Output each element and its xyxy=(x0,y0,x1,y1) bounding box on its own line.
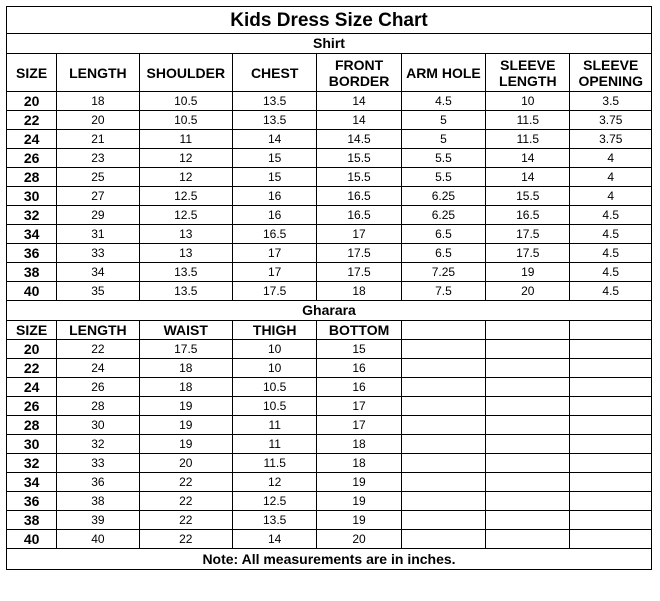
size-cell: 26 xyxy=(7,397,57,416)
size-cell: 36 xyxy=(7,244,57,263)
table-cell: 19 xyxy=(317,511,401,530)
size-chart xyxy=(6,6,652,570)
size-cell: 30 xyxy=(7,187,57,206)
table-cell: 17 xyxy=(317,416,401,435)
size-cell: 24 xyxy=(7,130,57,149)
table-cell: 13.5 xyxy=(139,263,232,282)
table-cell: 5.5 xyxy=(401,149,485,168)
gharara-col-empty xyxy=(570,321,652,340)
table-row xyxy=(7,378,652,397)
table-cell xyxy=(570,416,652,435)
table-cell: 4.5 xyxy=(401,92,485,111)
table-cell: 30 xyxy=(57,416,139,435)
size-cell: 40 xyxy=(7,282,57,301)
size-chart-table xyxy=(6,6,652,570)
table-cell: 3.75 xyxy=(570,111,652,130)
table-cell: 24 xyxy=(57,359,139,378)
table-cell xyxy=(570,378,652,397)
table-cell: 4 xyxy=(570,168,652,187)
size-cell: 20 xyxy=(7,92,57,111)
size-cell: 38 xyxy=(7,511,57,530)
table-cell xyxy=(486,416,570,435)
table-cell xyxy=(486,340,570,359)
table-cell: 4.5 xyxy=(570,263,652,282)
shirt-col-shoulder: SHOULDER xyxy=(139,54,232,92)
measurement-note: Note: All measurements are in inches. xyxy=(7,549,652,570)
table-cell: 16 xyxy=(317,378,401,397)
table-row xyxy=(7,225,652,244)
table-cell: 15 xyxy=(317,340,401,359)
table-cell: 12 xyxy=(232,473,316,492)
table-cell: 13.5 xyxy=(232,511,316,530)
table-cell: 11.5 xyxy=(486,130,570,149)
size-cell: 36 xyxy=(7,492,57,511)
table-cell: 17.5 xyxy=(317,244,401,263)
table-cell: 14 xyxy=(486,168,570,187)
table-cell: 18 xyxy=(317,282,401,301)
table-cell: 3.5 xyxy=(570,92,652,111)
table-cell xyxy=(570,492,652,511)
shirt-rows xyxy=(7,92,652,301)
table-cell: 17.5 xyxy=(486,244,570,263)
table-cell: 14.5 xyxy=(317,130,401,149)
table-cell: 17.5 xyxy=(232,282,316,301)
shirt-col-sleeve-length: SLEEVE LENGTH xyxy=(486,54,570,92)
table-cell xyxy=(401,359,485,378)
table-cell: 7.25 xyxy=(401,263,485,282)
size-cell: 22 xyxy=(7,111,57,130)
table-cell: 12.5 xyxy=(139,206,232,225)
gharara-col-empty xyxy=(486,321,570,340)
size-cell: 26 xyxy=(7,149,57,168)
table-cell: 19 xyxy=(139,397,232,416)
table-cell xyxy=(401,492,485,511)
table-cell: 14 xyxy=(232,130,316,149)
table-cell: 34 xyxy=(57,263,139,282)
table-cell: 12.5 xyxy=(232,492,316,511)
table-cell: 7.5 xyxy=(401,282,485,301)
shirt-col-chest: CHEST xyxy=(232,54,316,92)
table-cell: 18 xyxy=(139,378,232,397)
table-cell: 4.5 xyxy=(570,244,652,263)
size-cell: 30 xyxy=(7,435,57,454)
table-cell xyxy=(570,359,652,378)
table-cell xyxy=(486,511,570,530)
table-row xyxy=(7,92,652,111)
table-cell: 16.5 xyxy=(317,187,401,206)
table-row xyxy=(7,492,652,511)
table-cell: 5 xyxy=(401,130,485,149)
table-cell: 17.5 xyxy=(486,225,570,244)
table-cell: 16.5 xyxy=(486,206,570,225)
table-cell: 22 xyxy=(57,340,139,359)
table-cell xyxy=(570,435,652,454)
table-cell: 14 xyxy=(232,530,316,549)
table-cell: 6.25 xyxy=(401,187,485,206)
table-cell: 16 xyxy=(232,206,316,225)
size-cell: 34 xyxy=(7,473,57,492)
table-cell xyxy=(570,530,652,549)
table-cell: 14 xyxy=(317,92,401,111)
table-cell: 11.5 xyxy=(232,454,316,473)
table-row xyxy=(7,416,652,435)
table-cell: 5.5 xyxy=(401,168,485,187)
table-cell: 17.5 xyxy=(317,263,401,282)
shirt-col-sleeve-opening: SLEEVE OPENING xyxy=(570,54,652,92)
table-cell: 25 xyxy=(57,168,139,187)
table-cell: 4.5 xyxy=(570,282,652,301)
table-row xyxy=(7,263,652,282)
size-cell: 28 xyxy=(7,416,57,435)
table-cell: 28 xyxy=(57,397,139,416)
table-cell: 18 xyxy=(139,359,232,378)
table-cell: 17 xyxy=(232,263,316,282)
table-row xyxy=(7,359,652,378)
table-cell: 29 xyxy=(57,206,139,225)
table-cell: 5 xyxy=(401,111,485,130)
size-cell: 32 xyxy=(7,206,57,225)
table-cell xyxy=(401,530,485,549)
table-cell: 14 xyxy=(317,111,401,130)
table-cell: 14 xyxy=(486,149,570,168)
table-cell: 4 xyxy=(570,149,652,168)
table-cell: 6.25 xyxy=(401,206,485,225)
table-cell: 23 xyxy=(57,149,139,168)
table-cell: 12 xyxy=(139,149,232,168)
size-cell: 28 xyxy=(7,168,57,187)
table-cell: 26 xyxy=(57,378,139,397)
table-cell xyxy=(401,397,485,416)
table-cell: 18 xyxy=(317,454,401,473)
table-cell xyxy=(570,454,652,473)
table-cell xyxy=(570,511,652,530)
table-cell: 10.5 xyxy=(232,378,316,397)
table-cell: 4.5 xyxy=(570,225,652,244)
table-cell: 16 xyxy=(232,187,316,206)
gharara-col-waist: WAIST xyxy=(139,321,232,340)
table-row xyxy=(7,397,652,416)
table-cell: 21 xyxy=(57,130,139,149)
table-cell: 17.5 xyxy=(139,340,232,359)
table-cell: 18 xyxy=(317,435,401,454)
table-cell: 13.5 xyxy=(232,111,316,130)
table-cell: 15.5 xyxy=(317,168,401,187)
table-cell: 10.5 xyxy=(232,397,316,416)
table-row xyxy=(7,111,652,130)
table-cell: 31 xyxy=(57,225,139,244)
table-cell: 16 xyxy=(317,359,401,378)
table-cell: 12.5 xyxy=(139,187,232,206)
table-row xyxy=(7,149,652,168)
table-cell: 12 xyxy=(139,168,232,187)
table-cell: 11.5 xyxy=(486,111,570,130)
table-cell: 19 xyxy=(317,473,401,492)
table-cell: 16.5 xyxy=(232,225,316,244)
table-cell: 15 xyxy=(232,168,316,187)
table-cell: 22 xyxy=(139,511,232,530)
table-cell: 19 xyxy=(317,492,401,511)
gharara-col-bottom: BOTTOM xyxy=(317,321,401,340)
table-row xyxy=(7,206,652,225)
table-cell: 13 xyxy=(139,225,232,244)
table-cell: 13.5 xyxy=(232,92,316,111)
table-cell: 3.75 xyxy=(570,130,652,149)
table-cell xyxy=(401,435,485,454)
table-cell: 22 xyxy=(139,473,232,492)
table-cell xyxy=(401,454,485,473)
table-cell: 16.5 xyxy=(317,206,401,225)
table-cell: 11 xyxy=(232,416,316,435)
table-cell xyxy=(486,530,570,549)
table-cell: 32 xyxy=(57,435,139,454)
size-cell: 40 xyxy=(7,530,57,549)
table-cell: 17 xyxy=(232,244,316,263)
table-cell: 17 xyxy=(317,225,401,244)
shirt-col-size: SIZE xyxy=(7,54,57,92)
table-cell: 20 xyxy=(317,530,401,549)
table-row xyxy=(7,168,652,187)
table-row xyxy=(7,340,652,359)
table-cell: 10 xyxy=(486,92,570,111)
table-cell xyxy=(570,397,652,416)
table-cell xyxy=(401,378,485,397)
table-cell: 20 xyxy=(57,111,139,130)
table-cell: 33 xyxy=(57,244,139,263)
table-row xyxy=(7,244,652,263)
table-cell xyxy=(486,454,570,473)
table-cell: 11 xyxy=(139,130,232,149)
gharara-col-thigh: THIGH xyxy=(232,321,316,340)
table-cell xyxy=(401,416,485,435)
table-cell: 15.5 xyxy=(486,187,570,206)
size-cell: 24 xyxy=(7,378,57,397)
size-cell: 20 xyxy=(7,340,57,359)
table-cell xyxy=(570,473,652,492)
table-row xyxy=(7,435,652,454)
table-cell: 35 xyxy=(57,282,139,301)
table-cell: 13.5 xyxy=(139,282,232,301)
table-row xyxy=(7,187,652,206)
shirt-section-heading: Shirt xyxy=(7,34,652,54)
gharara-header-row xyxy=(7,321,652,340)
table-cell: 38 xyxy=(57,492,139,511)
table-cell: 4.5 xyxy=(570,206,652,225)
table-cell xyxy=(486,378,570,397)
table-cell xyxy=(401,473,485,492)
table-cell: 39 xyxy=(57,511,139,530)
table-cell: 36 xyxy=(57,473,139,492)
table-row xyxy=(7,130,652,149)
table-row xyxy=(7,282,652,301)
table-cell xyxy=(486,359,570,378)
table-row xyxy=(7,530,652,549)
shirt-col-arm-hole: ARM HOLE xyxy=(401,54,485,92)
size-cell: 34 xyxy=(7,225,57,244)
table-row xyxy=(7,511,652,530)
table-cell: 19 xyxy=(486,263,570,282)
shirt-header-row xyxy=(7,54,652,92)
table-cell xyxy=(486,397,570,416)
table-cell: 6.5 xyxy=(401,244,485,263)
gharara-rows xyxy=(7,340,652,549)
chart-title: Kids Dress Size Chart xyxy=(7,7,652,34)
table-cell: 17 xyxy=(317,397,401,416)
table-cell: 11 xyxy=(232,435,316,454)
gharara-col-length: LENGTH xyxy=(57,321,139,340)
size-cell: 32 xyxy=(7,454,57,473)
table-cell: 4 xyxy=(570,187,652,206)
table-cell: 18 xyxy=(57,92,139,111)
table-cell xyxy=(570,340,652,359)
table-cell: 22 xyxy=(139,530,232,549)
table-cell: 20 xyxy=(486,282,570,301)
table-cell: 40 xyxy=(57,530,139,549)
table-cell: 10 xyxy=(232,340,316,359)
table-row xyxy=(7,454,652,473)
table-cell: 15.5 xyxy=(317,149,401,168)
gharara-col-empty xyxy=(401,321,485,340)
table-cell xyxy=(486,435,570,454)
shirt-col-front-border: FRONT BORDER xyxy=(317,54,401,92)
table-cell: 20 xyxy=(139,454,232,473)
size-cell: 22 xyxy=(7,359,57,378)
table-cell: 22 xyxy=(139,492,232,511)
table-cell: 27 xyxy=(57,187,139,206)
table-cell: 10 xyxy=(232,359,316,378)
table-cell: 6.5 xyxy=(401,225,485,244)
table-cell xyxy=(486,492,570,511)
table-cell xyxy=(401,511,485,530)
table-row xyxy=(7,473,652,492)
gharara-col-size: SIZE xyxy=(7,321,57,340)
size-cell: 38 xyxy=(7,263,57,282)
table-cell: 10.5 xyxy=(139,92,232,111)
table-cell: 19 xyxy=(139,435,232,454)
table-cell xyxy=(486,473,570,492)
table-cell xyxy=(401,340,485,359)
table-cell: 19 xyxy=(139,416,232,435)
table-cell: 10.5 xyxy=(139,111,232,130)
table-cell: 33 xyxy=(57,454,139,473)
table-cell: 15 xyxy=(232,149,316,168)
shirt-col-length: LENGTH xyxy=(57,54,139,92)
table-cell: 13 xyxy=(139,244,232,263)
gharara-section-heading: Gharara xyxy=(7,301,652,321)
